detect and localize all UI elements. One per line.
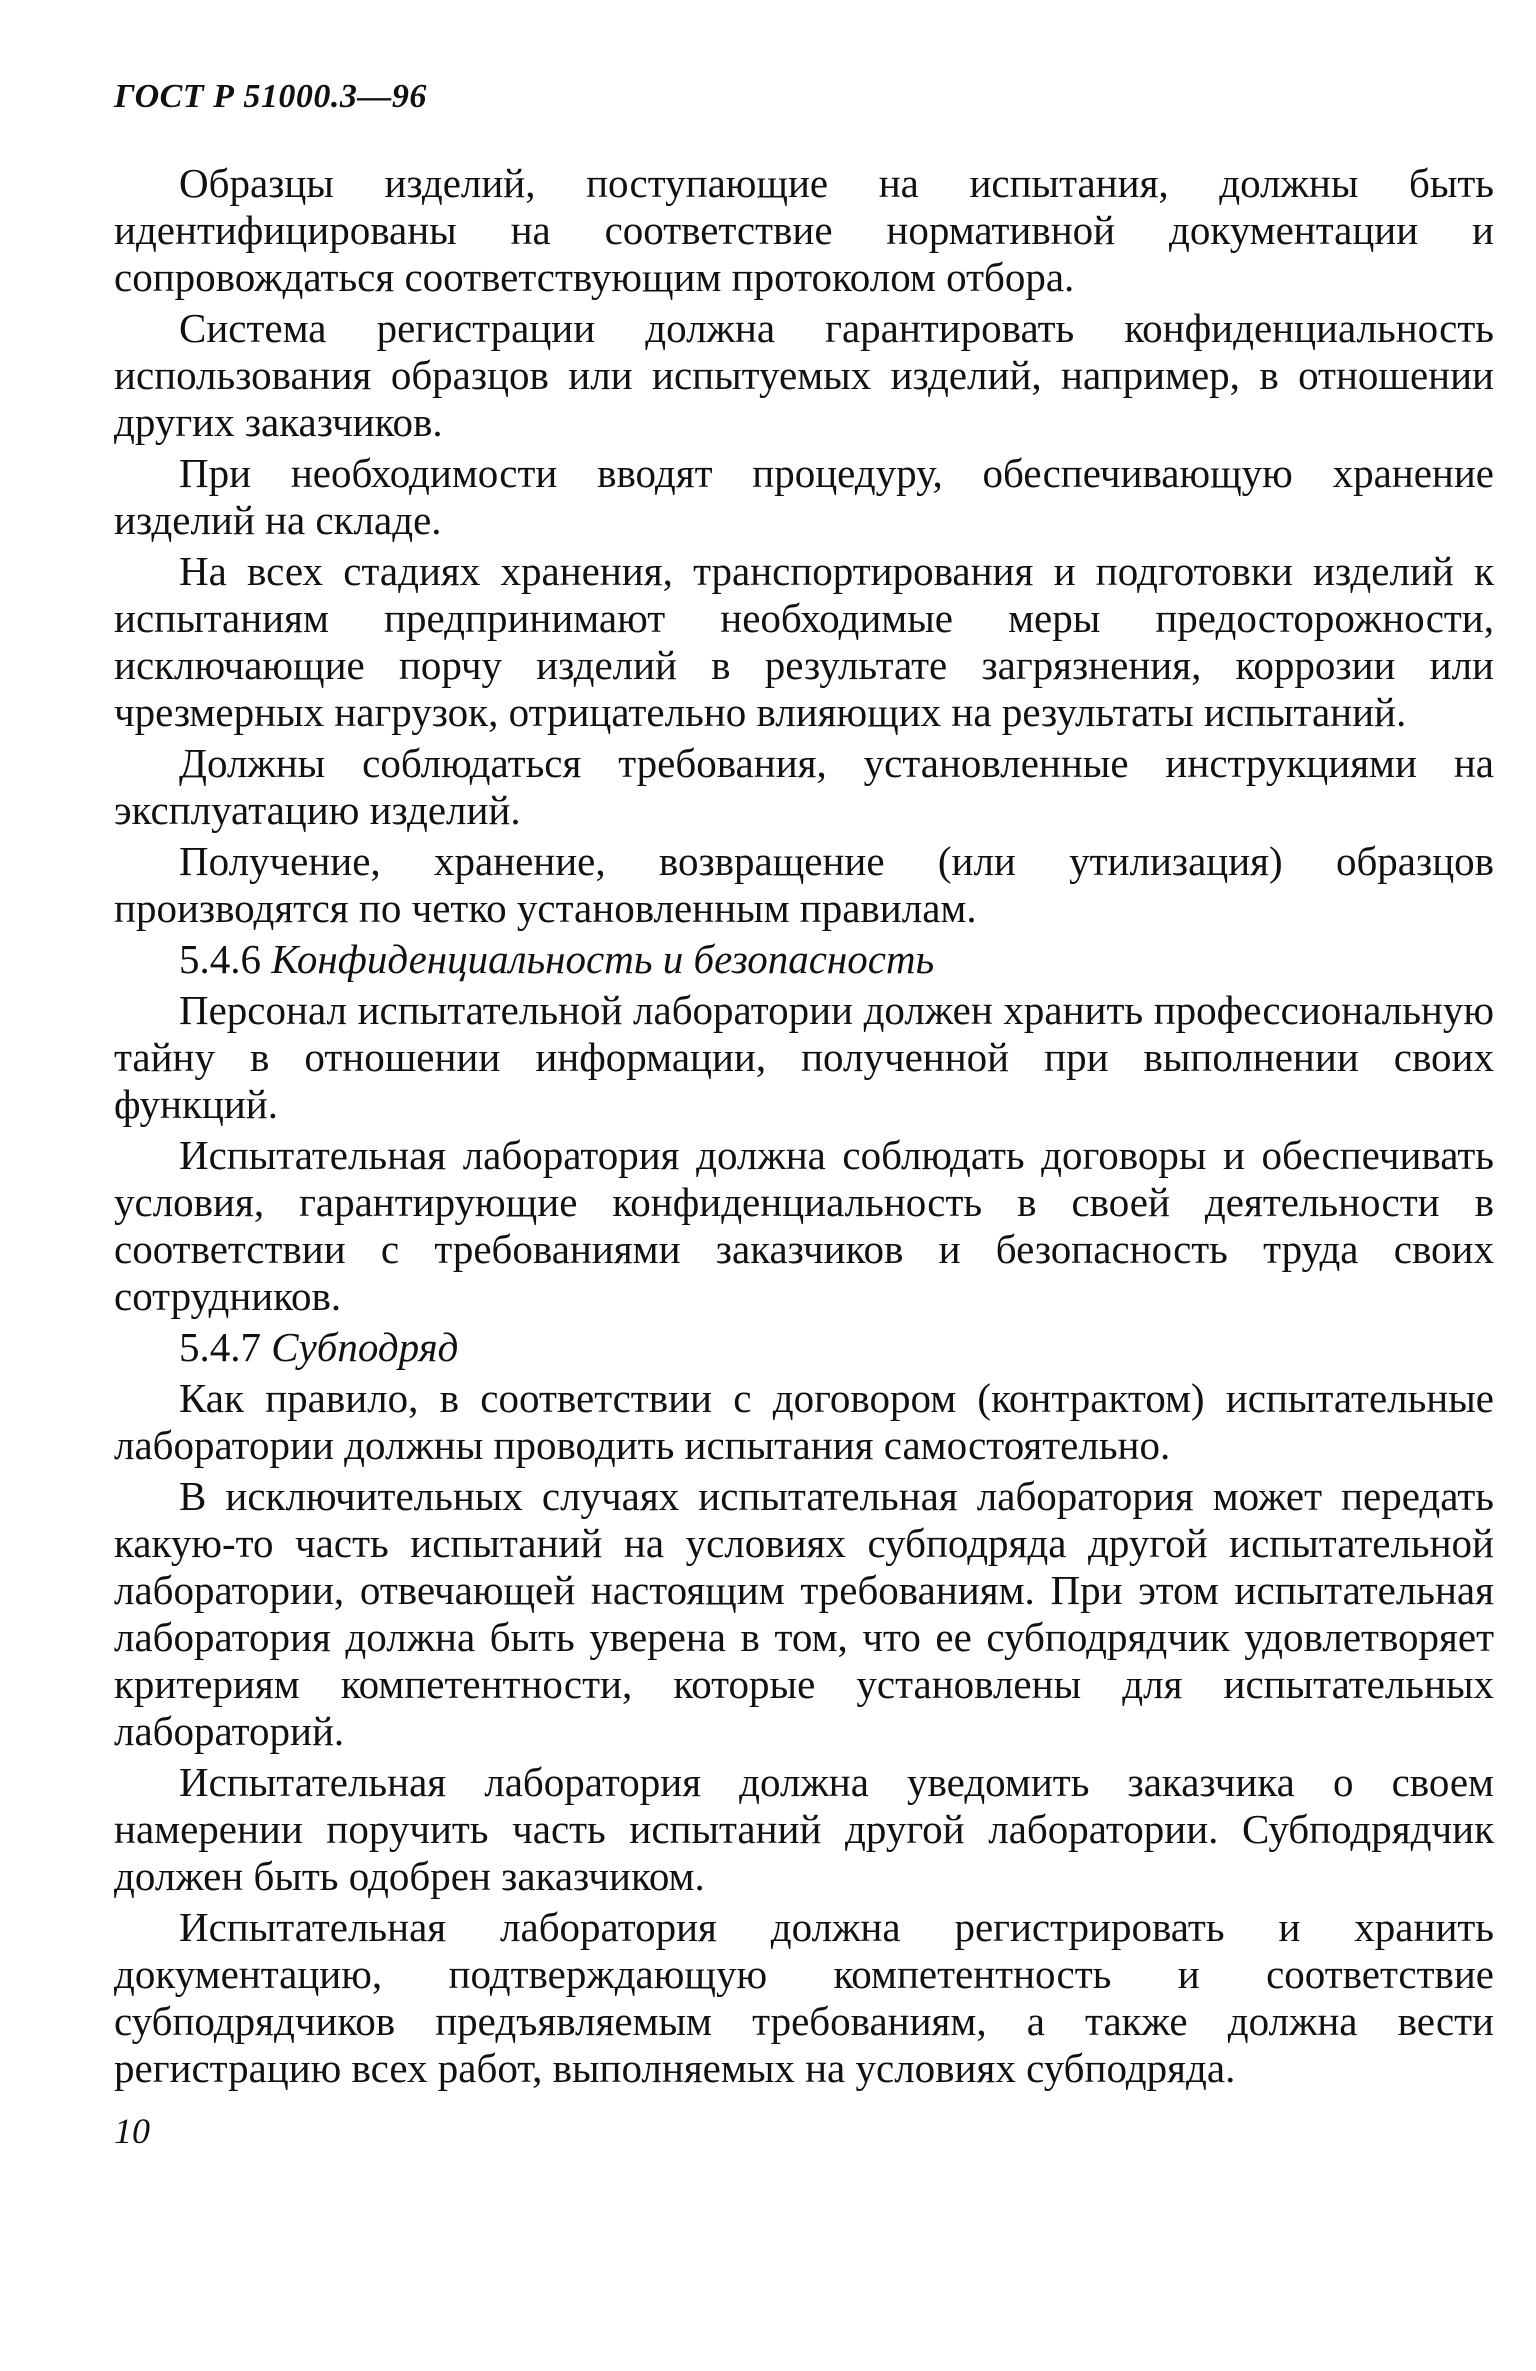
paragraph: Как правило, в соответствии с договором (контрактом) испытательные лаборатории должны проводить испытания самостоятельно. — [114, 1375, 1494, 1468]
page-number: 10 — [114, 2111, 150, 2151]
section-number: 5.4.7 — [179, 1324, 261, 1370]
document-header: ГОСТ Р 51000.3—96 — [114, 78, 427, 115]
section-heading-5-4-6 — [114, 936, 1494, 983]
paragraph: Испытательная лаборатория должна уведомить заказчика о своем намерении поручить часть испытаний другой лаборатории. Субподрядчик должен быть одобрен заказчиком. — [114, 1759, 1494, 1899]
section-title: Субподряд — [271, 1324, 459, 1370]
paragraph: Система регистрации должна гарантировать конфиденциальность использования образцов или испытуемых изделий, например, в отношении других заказчиков. — [114, 305, 1494, 445]
paragraph: Должны соблюдаться требования, установленные инструкциями на эксплуатацию изделий. — [114, 740, 1494, 833]
paragraph: При необходимости вводят процедуру, обеспечивающую хранение изделий на складе. — [114, 450, 1494, 543]
paragraph: На всех стадиях хранения, транспортирования и подготовки изделий к испытаниям предпринимают необходимые меры предосторожности, исключающие порчу изделий в результате загрязнения, коррозии или чрезмерных нагрузок, отрицательно влияющих на результаты испытаний. — [114, 548, 1494, 735]
document-body — [114, 160, 1494, 2096]
paragraph: Получение, хранение, возвращение (или утилизация) образцов производятся по четко установленным правилам. — [114, 838, 1494, 931]
paragraph: Образцы изделий, поступающие на испытания, должны быть идентифицированы на соответствие нормативной документации и сопровождаться соответствующим протоколом отбора. — [114, 160, 1494, 300]
paragraph: Испытательная лаборатория должна соблюдать договоры и обеспечивать условия, гарантирующие конфиденциальность в своей деятельности в соответствии с требованиями заказчиков и безопасность труда своих сотрудников. — [114, 1132, 1494, 1319]
paragraph: Испытательная лаборатория должна регистрировать и хранить документацию, подтверждающую компетентность и соответствие субподрядчиков предъявляемым требованиям, а также должна вести регистрацию всех работ, выполняемых на условиях субподряда. — [114, 1904, 1494, 2091]
paragraph: В исключительных случаях испытательная лаборатория может передать какую-то часть испытаний на условиях субподряда другой испытательной лаборатории, отвечающей настоящим требованиям. При этом испытательная лаборатория должна быть уверена в том, что ее субподрядчик удовлетворяет критериям компетентности, которые установлены для испытательных лабораторий. — [114, 1473, 1494, 1754]
paragraph: Персонал испытательной лаборатории должен хранить профессиональную тайну в отношении информации, полученной при выполнении своих функций. — [114, 987, 1494, 1127]
section-title: Конфиденциальность и безопасность — [271, 936, 935, 982]
section-heading-5-4-7 — [114, 1324, 1494, 1371]
section-number: 5.4.6 — [179, 936, 261, 982]
